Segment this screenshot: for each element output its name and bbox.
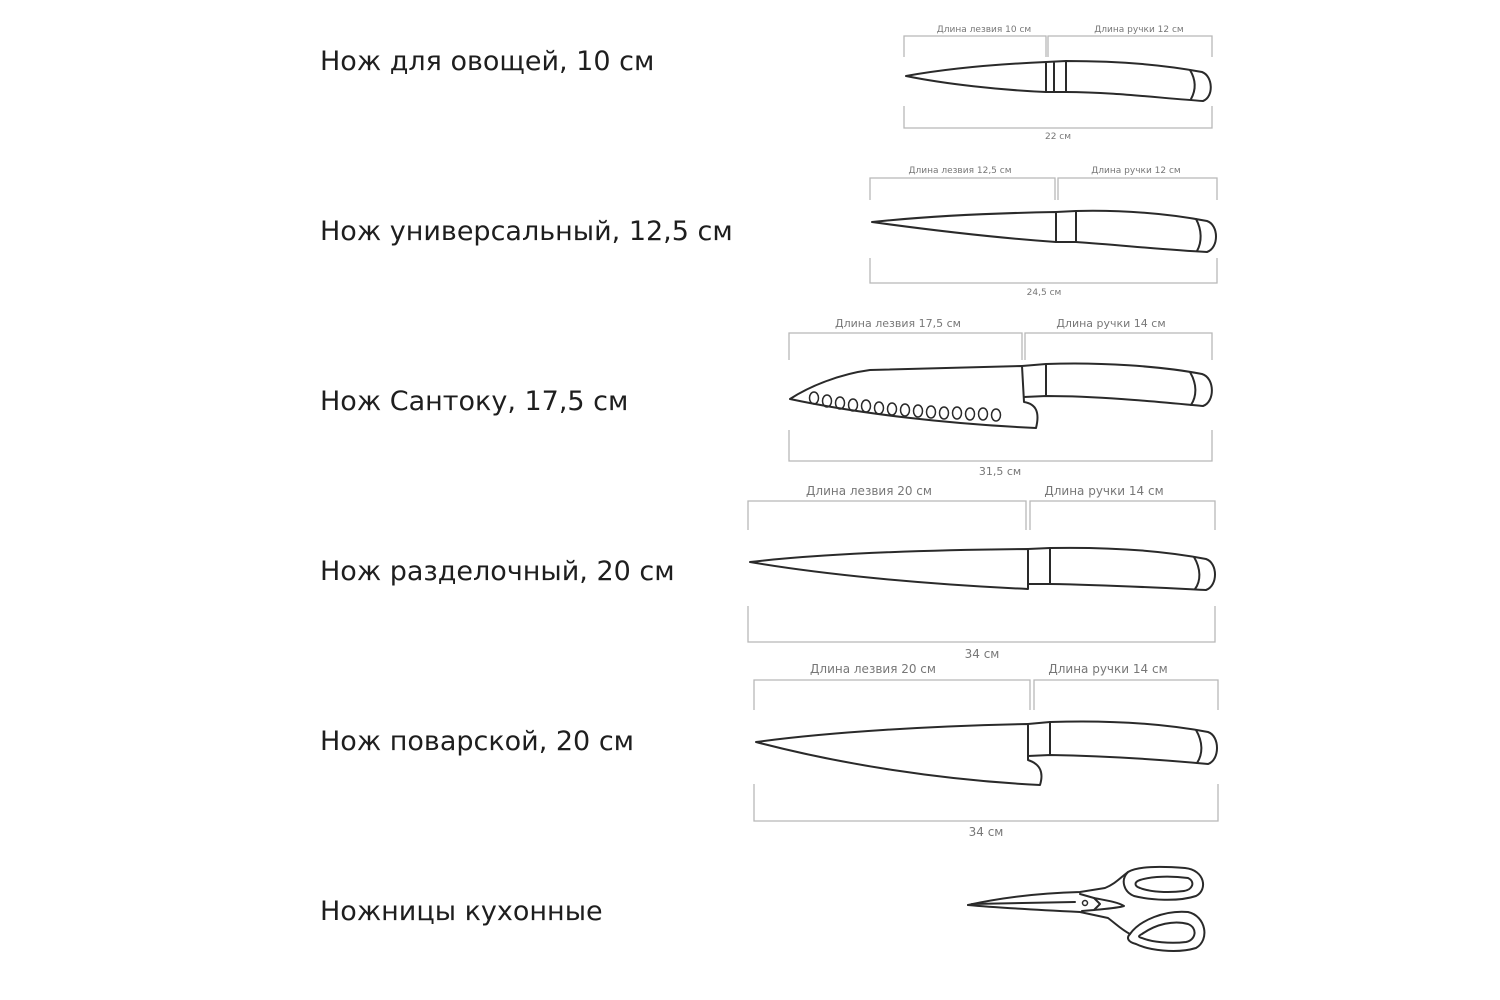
handle-length-label: Длина ручки 14 см (1048, 662, 1168, 676)
handle-dimension-bracket (1034, 680, 1218, 710)
blade-length-label: Длина лезвия 17,5 см (835, 317, 961, 330)
blade-length-label: Длина лезвия 10 см (936, 25, 1032, 35)
paring-knife-icon (906, 61, 1211, 101)
chef-knife-icon (756, 721, 1217, 785)
handle-length-label: Длина ручки 12 см (1094, 25, 1184, 35)
blade-length-label: Длина лезвия 20 см (810, 662, 936, 676)
carving-knife-icon (750, 548, 1215, 590)
total-length-label: 34 см (968, 825, 1004, 839)
santoku-knife-diagram (789, 317, 1212, 478)
blade-dimension-bracket (870, 178, 1055, 200)
item-name-paring-knife: Нож для овощей, 10 см (320, 46, 655, 77)
handle-dimension-bracket (1058, 178, 1217, 200)
total-length-label: 22 см (1044, 132, 1072, 142)
blade-dimension-bracket (789, 333, 1022, 360)
item-name-carving-knife: Нож разделочный, 20 см (320, 556, 675, 587)
kitchen-scissors-icon (968, 867, 1204, 951)
blade-dimension-bracket (748, 501, 1026, 530)
total-length-label: 34 см (964, 647, 1000, 661)
item-name-chef-knife: Нож поварской, 20 см (320, 726, 635, 757)
item-name-utility-knife: Нож универсальный, 12,5 см (320, 216, 733, 247)
blade-length-label: Длина лезвия 20 см (806, 484, 932, 498)
blade-dimension-bracket (904, 36, 1046, 57)
total-dimension-bracket (789, 430, 1212, 461)
chef-knife-diagram (754, 662, 1218, 839)
handle-length-label: Длина ручки 14 см (1056, 317, 1166, 330)
total-dimension-bracket (904, 106, 1212, 128)
total-dimension-bracket (870, 258, 1217, 283)
blade-dimension-bracket (754, 680, 1030, 710)
item-name-kitchen-scissors: Ножницы кухонные (320, 896, 603, 927)
total-dimension-bracket (754, 784, 1218, 821)
item-name-santoku-knife: Нож Сантоку, 17,5 см (320, 386, 629, 417)
utility-knife-icon (872, 211, 1216, 252)
total-length-label: 24,5 см (1026, 288, 1062, 298)
blade-length-label: Длина лезвия 12,5 см (908, 166, 1012, 176)
handle-dimension-bracket (1025, 333, 1212, 360)
santoku-knife-icon (790, 363, 1212, 428)
handle-length-label: Длина ручки 12 см (1091, 166, 1181, 176)
handle-dimension-bracket (1048, 36, 1212, 57)
utility-knife-diagram (870, 166, 1217, 298)
carving-knife-diagram (748, 484, 1215, 661)
handle-length-label: Длина ручки 14 см (1044, 484, 1164, 498)
total-length-label: 31,5 см (978, 465, 1022, 478)
total-dimension-bracket (748, 606, 1215, 642)
handle-dimension-bracket (1030, 501, 1215, 530)
paring-knife-diagram (904, 25, 1212, 142)
